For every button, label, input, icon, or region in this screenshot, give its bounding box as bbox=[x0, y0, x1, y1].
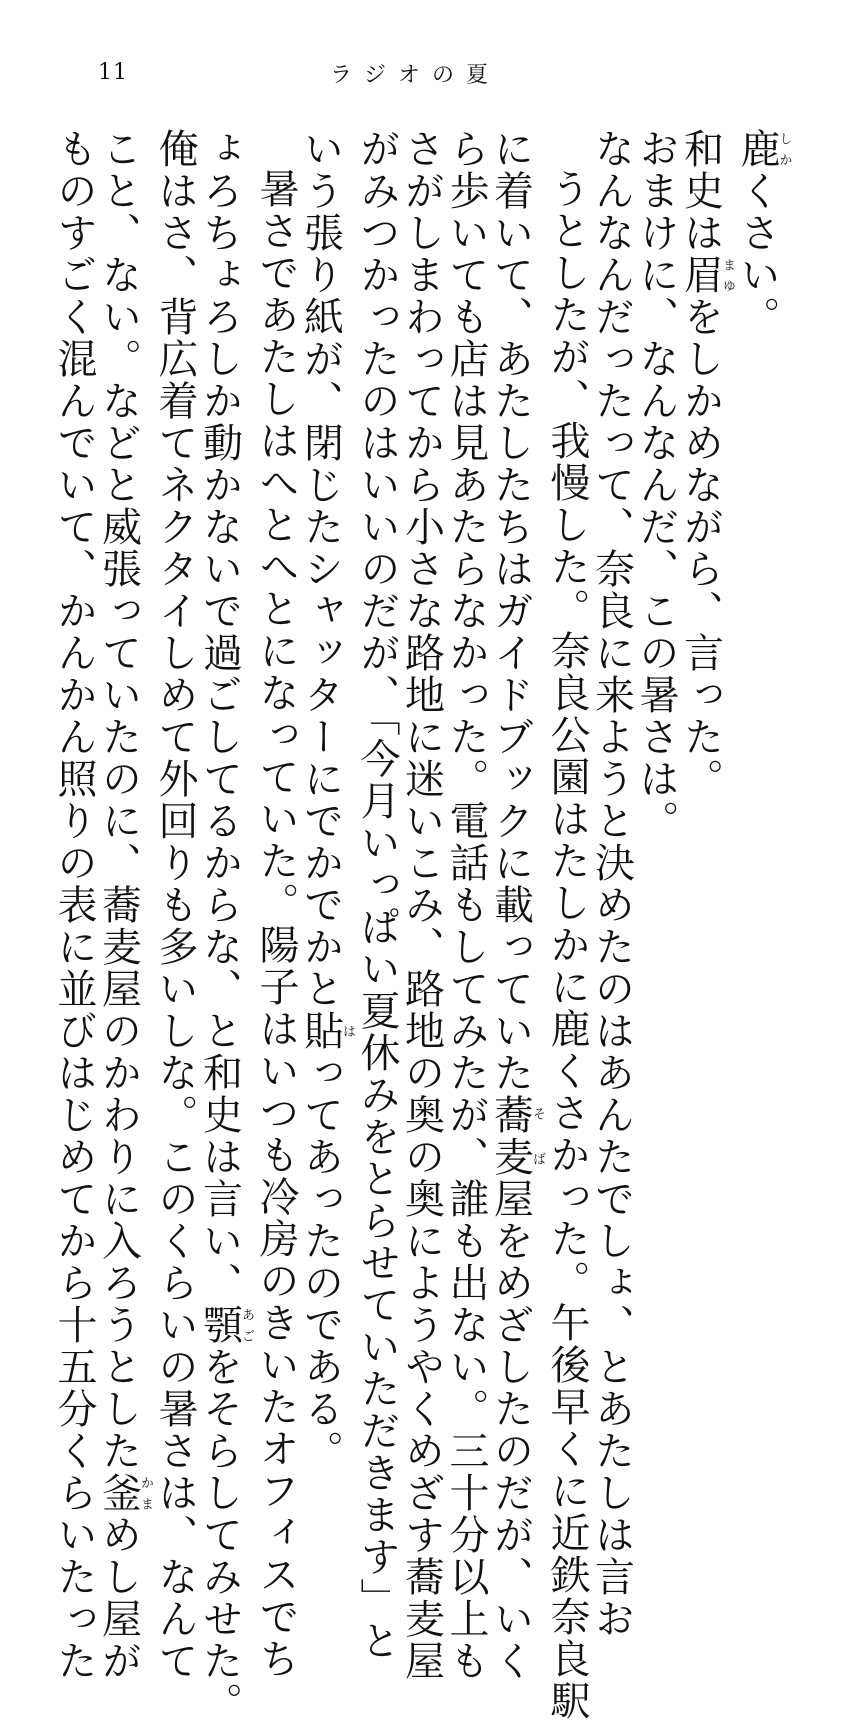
ruby-word: 貼は bbox=[297, 1010, 355, 1052]
vertical-body-text bbox=[51, 128, 792, 1724]
text-line: ょろちょろしか動かないで過ごしてるからな、と和史は言い、顎あごをそらしてみせた。 bbox=[196, 128, 254, 1724]
ruby-word: 蕎麦そば bbox=[487, 1094, 545, 1178]
text-line: ら歩いても店は見あたらなかった。電話もしてみたが、誰も出ない。三十分以上も bbox=[443, 128, 489, 1682]
page-number: 11 bbox=[98, 60, 128, 85]
ruby-word: 釜かま bbox=[95, 1472, 153, 1514]
text-line: に着いて、あたしたちはガイドブックに載っていた蕎麦そば屋をめざしたのだが、いく bbox=[487, 128, 545, 1682]
ruby-word: 顎あご bbox=[196, 1304, 254, 1346]
running-title: ラジオの夏 bbox=[330, 63, 501, 88]
text-line: がみつかったのはいいのだが、「今月いっぱい夏休みをとらせていただきます」と bbox=[354, 128, 400, 1662]
text-line: ものすごく混んでいて、かんかん照りの表に並びはじめてから十五分くらいたった bbox=[51, 128, 97, 1682]
text-line: こと、ない。などと威張っていたのに、蕎麦屋のかわりに入ろうとした釜かまめし屋が bbox=[95, 128, 153, 1682]
text-line: なんなんだったって、奈良に来ようと決めたのはあんたでしょ、とあたしは言お bbox=[588, 128, 635, 1640]
text-line: おまけに、なんなんだ、この暑さは。 bbox=[633, 128, 679, 842]
ruby-word: 鹿しか bbox=[734, 128, 792, 170]
text-line: うとしたが、我慢した。奈良公園はたしかに鹿くさかった。午後早くに近鉄奈良駅 bbox=[544, 168, 590, 1722]
text-line: さがしまわってから小さな路地に迷いこみ、路地の奥の奥にようやくめざす蕎麦屋 bbox=[398, 128, 445, 1682]
ruby-word: 眉まゆ bbox=[677, 254, 735, 296]
text-line: 俺はさ、背広着てネクタイしめて外回りも多いしな。このくらいの暑さは、なんて bbox=[152, 128, 198, 1682]
text-line: 鹿しかくさい。 bbox=[734, 128, 792, 338]
text-line: いう張り紙が、閉じたシャッターにでかでかと貼はってあったのである。 bbox=[297, 128, 355, 1472]
text-line: 暑さであたしはへとへとになっていた。陽子はいつも冷房のきいたオフィスでち bbox=[253, 168, 299, 1680]
text-line: 和史は眉まゆをしかめながら、言った。 bbox=[677, 128, 735, 800]
